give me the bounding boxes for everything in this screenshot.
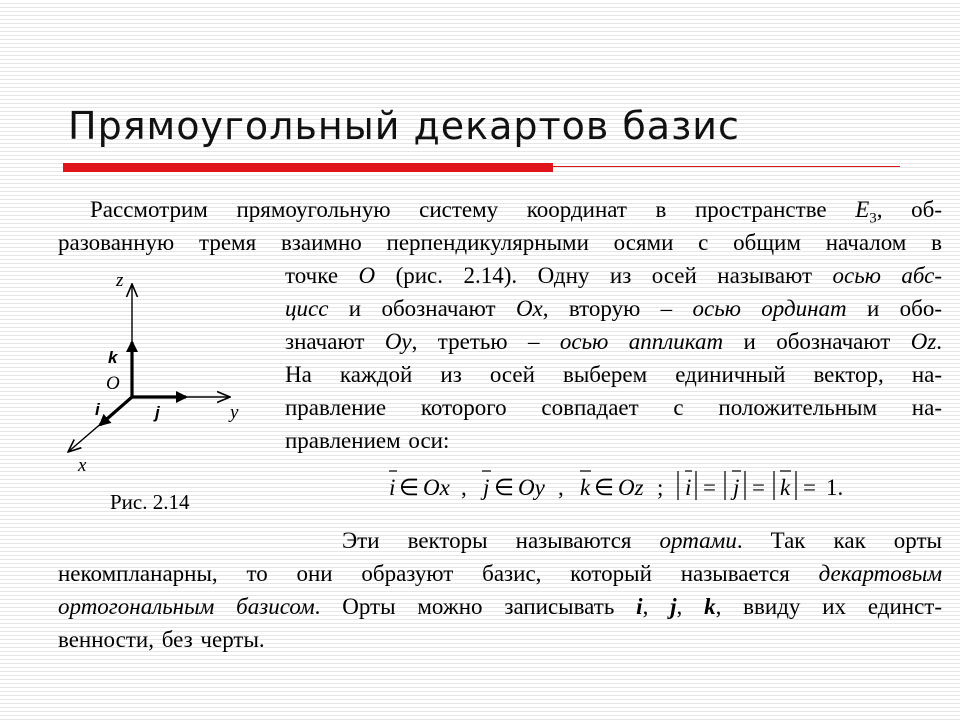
axes-figure [58, 262, 273, 487]
formula-Oz: Oz [618, 475, 644, 500]
z-label: z [116, 270, 124, 291]
formula-in: ∈ [494, 475, 515, 500]
text-line: ортогональным базисом. Орты можно записывать i, j, k, ввиду их единст- [58, 594, 943, 619]
formula-eq: = [752, 475, 765, 500]
formula-comma: , [461, 475, 467, 500]
text-line: разованную тремя взаимно перпендикулярными осями с общим началом в [58, 230, 942, 255]
text-line: Эти векторы называются ортами. Так как орты [342, 528, 942, 553]
formula-one: 1. [826, 475, 844, 500]
formula-i: i [685, 475, 692, 500]
text-line: некомпланарны, то они образуют базис, который называется декартовым [58, 561, 942, 586]
formula-j: j [483, 475, 490, 500]
text-line: венности, без черты. [58, 627, 265, 652]
y-label: y [230, 402, 239, 423]
text-line: Рассмотрим прямоугольную систему координат в пространстве $E_3$, об- [90, 197, 942, 227]
j-label: j [155, 403, 160, 422]
origin-label: O [106, 373, 120, 394]
formula-Oy: Oy [518, 475, 545, 500]
formula-j: j [733, 475, 740, 500]
text-line: правлением оси: [285, 428, 450, 453]
text-line: точке O (рис. 2.14). Одну из осей называют осью абс- [285, 263, 943, 288]
i-vector [100, 397, 132, 425]
formula-semicolon: ; [657, 475, 664, 500]
formula-eq: = [703, 475, 716, 500]
formula-comma: , [558, 475, 564, 500]
x-label: x [78, 455, 87, 476]
text-line: значают Oy, третью – осью аппликат и обозначают Oz. [285, 329, 943, 354]
formula-k: k [780, 475, 791, 500]
unit-vectors-formula [385, 465, 855, 505]
k-label: k [108, 348, 118, 367]
text-line: цисс и обозначают Ox, вторую – осью ординат и обо- [285, 296, 943, 321]
formula-k: k [580, 475, 591, 500]
formula-eq: = [803, 475, 816, 500]
i-label: i [95, 400, 100, 419]
formula-Ox: Ox [423, 475, 450, 500]
text-line: На каждой из осей выберем единичный вектор, на- [285, 362, 942, 387]
formula-i: i [389, 475, 396, 500]
formula-in: ∈ [399, 475, 420, 500]
text-line: правление которого совпадает с положительным на- [285, 395, 942, 420]
slide-title: Прямоугольный декартов базис [68, 104, 740, 148]
formula-in: ∈ [594, 475, 615, 500]
figure-caption: Рис. 2.14 [110, 490, 190, 514]
